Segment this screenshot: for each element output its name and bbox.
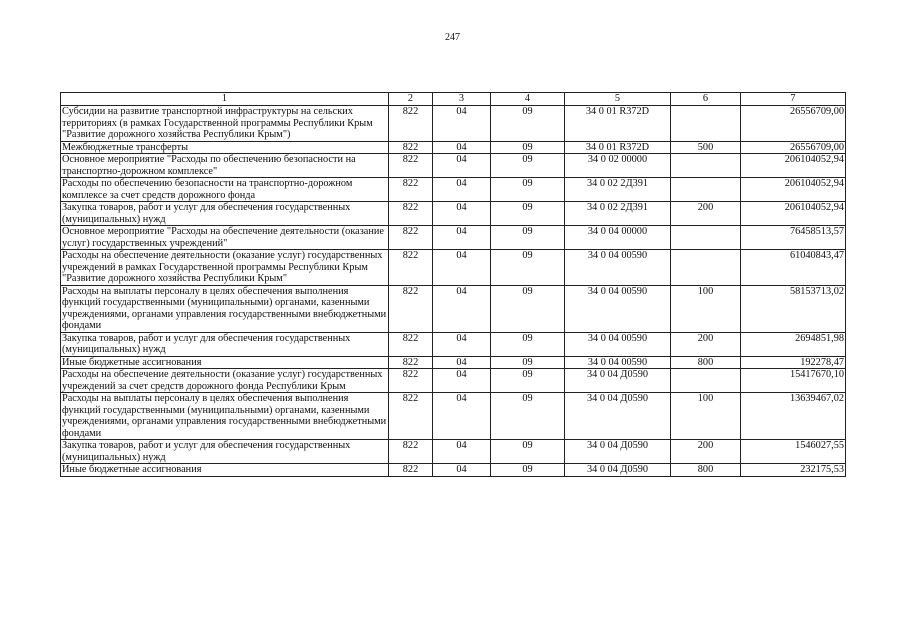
row-target-article-cell: 34 0 02 2Д391 xyxy=(565,202,671,226)
row-section-cell: 04 xyxy=(433,369,491,393)
row-grbs-cell: 822 xyxy=(389,178,433,202)
table-row xyxy=(61,106,846,142)
row-section-cell: 04 xyxy=(433,332,491,356)
row-subsection-cell: 09 xyxy=(491,332,565,356)
row-sum-cell: 13639467,02 xyxy=(741,393,846,440)
column-header: 1 xyxy=(61,93,389,106)
row-expense-type-cell xyxy=(671,250,741,286)
row-name-cell: Межбюджетные трансферты xyxy=(61,141,389,154)
row-section-cell: 04 xyxy=(433,285,491,332)
row-name-cell: Иные бюджетные ассигнования xyxy=(61,356,389,369)
row-section-cell: 04 xyxy=(433,178,491,202)
table-row xyxy=(61,250,846,286)
row-expense-type-cell xyxy=(671,369,741,393)
row-name-cell: Расходы на выплаты персоналу в целях обеспечения выполнения функций государственными (муниципальными) органами, казенными учреждениями, органами управления государственными внебюджетными фондами xyxy=(61,393,389,440)
row-expense-type-cell: 100 xyxy=(671,285,741,332)
row-section-cell: 04 xyxy=(433,393,491,440)
row-grbs-cell: 822 xyxy=(389,285,433,332)
row-target-article-cell: 34 0 04 Д0590 xyxy=(565,440,671,464)
row-sum-cell: 1546027,55 xyxy=(741,440,846,464)
row-grbs-cell: 822 xyxy=(389,440,433,464)
row-section-cell: 04 xyxy=(433,440,491,464)
row-name-cell: Основное мероприятие "Расходы на обеспечение деятельности (оказание услуг) государственных учреждений" xyxy=(61,226,389,250)
row-expense-type-cell xyxy=(671,154,741,178)
row-subsection-cell: 09 xyxy=(491,393,565,440)
row-sum-cell: 26556709,00 xyxy=(741,106,846,142)
row-subsection-cell: 09 xyxy=(491,178,565,202)
row-grbs-cell: 822 xyxy=(389,106,433,142)
row-sum-cell: 2694851,98 xyxy=(741,332,846,356)
row-section-cell: 04 xyxy=(433,250,491,286)
budget-table xyxy=(60,92,846,477)
table-row xyxy=(61,226,846,250)
row-subsection-cell: 09 xyxy=(491,356,565,369)
row-subsection-cell: 09 xyxy=(491,106,565,142)
row-sum-cell: 206104052,94 xyxy=(741,202,846,226)
row-subsection-cell: 09 xyxy=(491,285,565,332)
row-grbs-cell: 822 xyxy=(389,464,433,477)
row-target-article-cell: 34 0 04 00590 xyxy=(565,285,671,332)
row-name-cell: Закупка товаров, работ и услуг для обеспечения государственных (муниципальных) нужд xyxy=(61,440,389,464)
row-target-article-cell: 34 0 04 00590 xyxy=(565,356,671,369)
row-grbs-cell: 822 xyxy=(389,154,433,178)
row-target-article-cell: 34 0 04 Д0590 xyxy=(565,369,671,393)
row-name-cell: Закупка товаров, работ и услуг для обеспечения государственных (муниципальных) нужд xyxy=(61,332,389,356)
row-target-article-cell: 34 0 01 R372D xyxy=(565,106,671,142)
table-row xyxy=(61,440,846,464)
row-expense-type-cell: 800 xyxy=(671,356,741,369)
column-header: 5 xyxy=(565,93,671,106)
row-name-cell: Расходы на выплаты персоналу в целях обеспечения выполнения функций государственными (муниципальными) органами, казенными учреждениями, органами управления государственными внебюджетными фондами xyxy=(61,285,389,332)
table-row xyxy=(61,393,846,440)
table-row xyxy=(61,141,846,154)
row-expense-type-cell: 200 xyxy=(671,202,741,226)
column-header: 4 xyxy=(491,93,565,106)
table-row xyxy=(61,369,846,393)
row-name-cell: Расходы по обеспечению безопасности на транспортно-дорожном комплексе за счет средств дорожного фонда xyxy=(61,178,389,202)
row-sum-cell: 206104052,94 xyxy=(741,178,846,202)
row-grbs-cell: 822 xyxy=(389,356,433,369)
row-section-cell: 04 xyxy=(433,464,491,477)
row-subsection-cell: 09 xyxy=(491,440,565,464)
table-row xyxy=(61,178,846,202)
row-sum-cell: 232175,53 xyxy=(741,464,846,477)
table-row xyxy=(61,356,846,369)
row-sum-cell: 206104052,94 xyxy=(741,154,846,178)
row-expense-type-cell xyxy=(671,106,741,142)
row-section-cell: 04 xyxy=(433,141,491,154)
row-section-cell: 04 xyxy=(433,202,491,226)
row-expense-type-cell xyxy=(671,226,741,250)
column-number-row xyxy=(61,93,846,106)
row-grbs-cell: 822 xyxy=(389,250,433,286)
row-sum-cell: 192278,47 xyxy=(741,356,846,369)
row-section-cell: 04 xyxy=(433,154,491,178)
row-grbs-cell: 822 xyxy=(389,226,433,250)
row-grbs-cell: 822 xyxy=(389,332,433,356)
row-name-cell: Расходы на обеспечение деятельности (оказание услуг) государственных учреждений за счет средств дорожного фонда Республики Крым xyxy=(61,369,389,393)
table-body xyxy=(61,106,846,477)
table-row xyxy=(61,202,846,226)
row-subsection-cell: 09 xyxy=(491,369,565,393)
row-target-article-cell: 34 0 04 00590 xyxy=(565,250,671,286)
row-subsection-cell: 09 xyxy=(491,141,565,154)
row-expense-type-cell: 500 xyxy=(671,141,741,154)
column-header: 2 xyxy=(389,93,433,106)
row-sum-cell: 76458513,57 xyxy=(741,226,846,250)
row-target-article-cell: 34 0 02 00000 xyxy=(565,154,671,178)
row-subsection-cell: 09 xyxy=(491,226,565,250)
row-target-article-cell: 34 0 04 00590 xyxy=(565,332,671,356)
row-name-cell: Расходы на обеспечение деятельности (оказание услуг) государственных учреждений в рамках Государственной программы Республики Крым "Развитие дорожного хозяйства Республики Крым" xyxy=(61,250,389,286)
column-header: 6 xyxy=(671,93,741,106)
row-sum-cell: 15417670,10 xyxy=(741,369,846,393)
table-row xyxy=(61,154,846,178)
row-subsection-cell: 09 xyxy=(491,154,565,178)
row-target-article-cell: 34 0 04 Д0590 xyxy=(565,393,671,440)
row-target-article-cell: 34 0 01 R372D xyxy=(565,141,671,154)
column-header: 3 xyxy=(433,93,491,106)
row-grbs-cell: 822 xyxy=(389,393,433,440)
row-expense-type-cell: 800 xyxy=(671,464,741,477)
row-expense-type-cell: 100 xyxy=(671,393,741,440)
row-section-cell: 04 xyxy=(433,106,491,142)
row-name-cell: Субсидии на развитие транспортной инфраструктуры на сельских территориях (в рамках Государственной программы Республики Крым "Развитие дорожного хозяйства Республики Крым") xyxy=(61,106,389,142)
row-subsection-cell: 09 xyxy=(491,202,565,226)
table-row xyxy=(61,464,846,477)
row-name-cell: Основное мероприятие "Расходы по обеспечению безопасности на транспортно-дорожном комплексе" xyxy=(61,154,389,178)
row-grbs-cell: 822 xyxy=(389,141,433,154)
row-expense-type-cell xyxy=(671,178,741,202)
row-sum-cell: 26556709,00 xyxy=(741,141,846,154)
row-target-article-cell: 34 0 04 00000 xyxy=(565,226,671,250)
page-number: 247 xyxy=(445,32,460,43)
row-section-cell: 04 xyxy=(433,226,491,250)
row-sum-cell: 61040843,47 xyxy=(741,250,846,286)
row-expense-type-cell: 200 xyxy=(671,440,741,464)
row-target-article-cell: 34 0 04 Д0590 xyxy=(565,464,671,477)
row-sum-cell: 58153713,02 xyxy=(741,285,846,332)
row-grbs-cell: 822 xyxy=(389,369,433,393)
column-header: 7 xyxy=(741,93,846,106)
row-section-cell: 04 xyxy=(433,356,491,369)
row-grbs-cell: 822 xyxy=(389,202,433,226)
row-expense-type-cell: 200 xyxy=(671,332,741,356)
row-target-article-cell: 34 0 02 2Д391 xyxy=(565,178,671,202)
row-subsection-cell: 09 xyxy=(491,250,565,286)
row-name-cell: Иные бюджетные ассигнования xyxy=(61,464,389,477)
row-name-cell: Закупка товаров, работ и услуг для обеспечения государственных (муниципальных) нужд xyxy=(61,202,389,226)
table-row xyxy=(61,285,846,332)
table-row xyxy=(61,332,846,356)
row-subsection-cell: 09 xyxy=(491,464,565,477)
